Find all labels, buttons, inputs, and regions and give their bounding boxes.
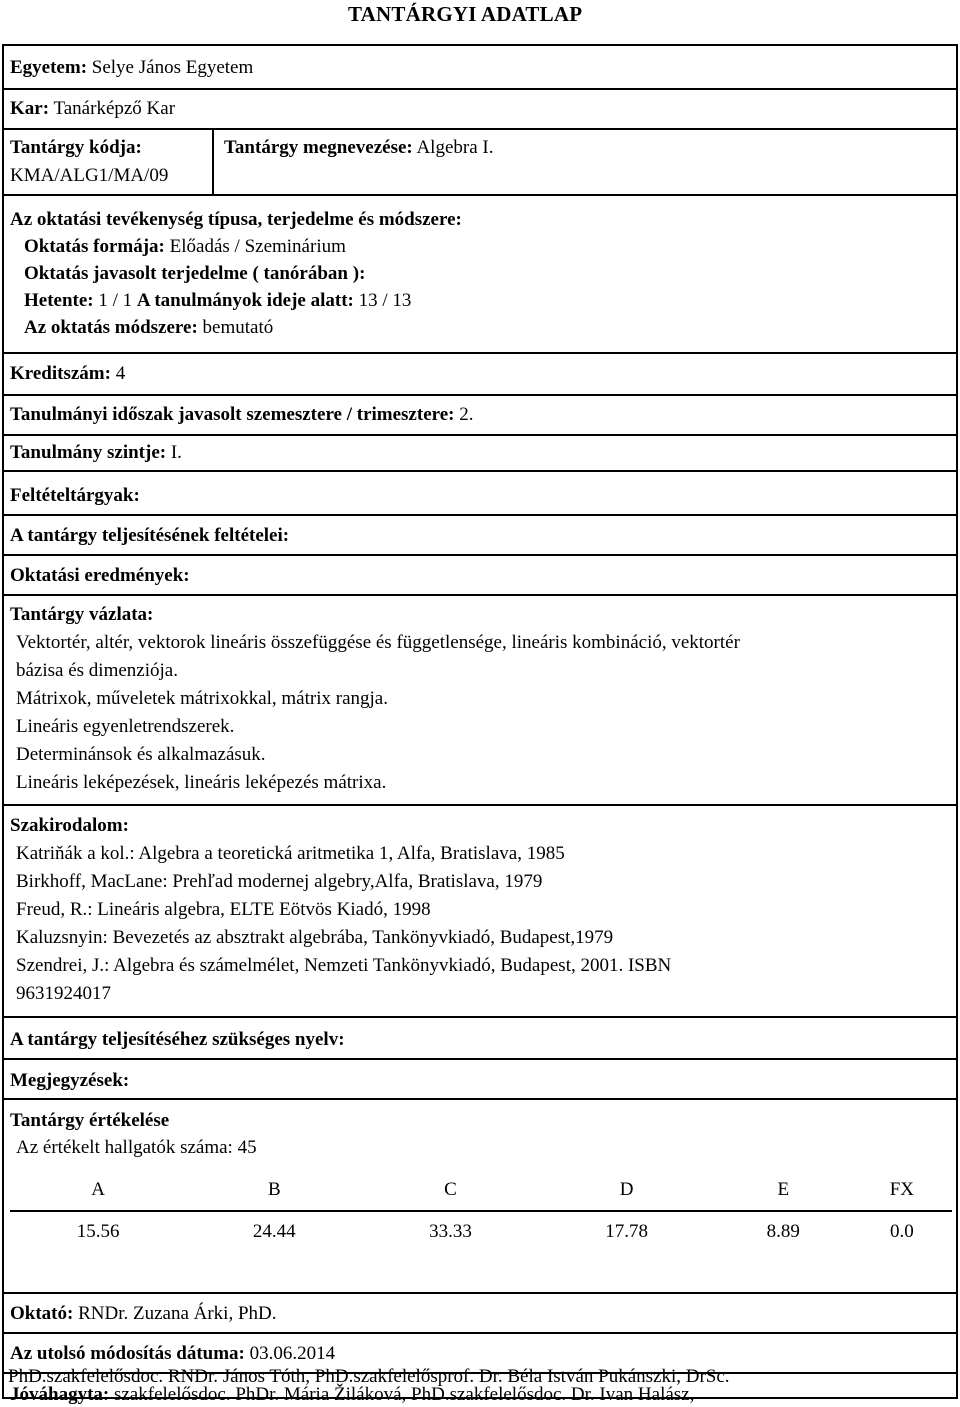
grade-letter: C <box>362 1170 538 1211</box>
notes-label: Megjegyzések: <box>10 1070 130 1091</box>
teaching-heading: Az oktatási tevékenység típusa, terjedelme és módszere: <box>10 209 462 230</box>
weekly-value: 1 / 1 <box>98 290 133 311</box>
language-row <box>4 1016 956 1058</box>
outline-line: Vektortér, altér, vektorok lineáris összefüggése és függetlensége, lineáris kombináció, vektortér <box>16 632 740 653</box>
last-modified-label: Az utolsó módosítás dátuma: <box>10 1343 245 1364</box>
literature-entry: Katriňák a kol.: Algebra a teoretická aritmetika 1, Alfa, Bratislava, 1985 <box>16 843 565 864</box>
semester-row <box>4 394 956 434</box>
faculty-value: Tanárképző Kar <box>53 98 176 119</box>
course-name-label: Tantárgy megnevezése: <box>224 137 413 158</box>
total-value: 13 / 13 <box>358 290 412 311</box>
approved-line-1: szakfelelősdoc. PhDr. Mária Žiláková, PhD.szakfelelősdoc. Dr. Ivan Halász, <box>113 1384 695 1405</box>
outline-label: Tantárgy vázlata: <box>10 604 154 625</box>
outcomes-row <box>4 554 956 594</box>
level-label: Tanulmány szintje: <box>10 442 167 463</box>
literature-entry: Kaluzsnyin: Bevezetés az absztrakt algebrába, Tankönyvkiadó, Budapest,1979 <box>16 927 614 948</box>
teacher-value: RNDr. Zuzana Árki, PhD. <box>78 1303 277 1324</box>
teaching-scope-label: Oktatás javasolt terjedelme ( tanórában ): <box>24 263 366 284</box>
grade-percentage: 15.56 <box>76 1221 120 1242</box>
approved-label: Jóváhagyta: <box>10 1384 110 1405</box>
grade-percentage: 24.44 <box>252 1221 296 1242</box>
grade-percentage: 0.0 <box>890 1221 914 1242</box>
course-id-row <box>4 128 956 194</box>
grade-percentage: 17.78 <box>605 1221 649 1242</box>
total-label: A tanulmányok ideje alatt: <box>136 290 354 311</box>
evaluation-label: Tantárgy értékelése <box>10 1110 170 1131</box>
column-divider <box>212 130 214 194</box>
credits-label: Kreditszám: <box>10 363 111 384</box>
approved-line-2: PhD.szakfelelősdoc. RNDr. János Tóth, PhD.szakfelelősprof. Dr. Béla István Pukánszki, DrSc. <box>8 1366 730 1387</box>
outline-line: bázisa és dimenziója. <box>16 660 178 681</box>
literature-entry: 9631924017 <box>16 983 111 1004</box>
prerequisites-label: Feltételtárgyak: <box>10 485 140 506</box>
teaching-form-value: Előadás / Szeminárium <box>169 236 346 257</box>
literature-label: Szakirodalom: <box>10 815 129 836</box>
last-modified-value: 03.06.2014 <box>249 1343 336 1364</box>
course-code-value: KMA/ALG1/MA/09 <box>10 165 169 186</box>
grade-percentage: 8.89 <box>766 1221 800 1242</box>
faculty-row <box>4 88 956 128</box>
grade-percentage: 33.33 <box>429 1221 472 1242</box>
outcomes-label: Oktatási eredmények: <box>10 565 190 586</box>
weekly-label: Hetente: <box>24 290 94 311</box>
level-row <box>4 434 956 470</box>
course-sheet <box>2 44 958 1405</box>
teaching-section <box>4 194 956 352</box>
method-value: bemutató <box>202 317 274 338</box>
semester-label: Tanulmányi időszak javasolt szemesztere / trimesztere: <box>10 404 455 425</box>
credits-row <box>4 352 956 394</box>
teacher-label: Oktató: <box>10 1303 74 1324</box>
outline-line: Determinánsok és alkalmazásuk. <box>16 744 266 765</box>
outline-line: Lineáris egyenletrendszerek. <box>16 716 235 737</box>
method-label: Az oktatás módszere: <box>24 317 198 338</box>
notes-row <box>4 1058 956 1098</box>
grade-percentage-row <box>10 1211 952 1252</box>
literature-entry: Szendrei, J.: Algebra és számelmélet, Nemzeti Tankönyvkiadó, Budapest, 2001. ISBN <box>16 955 672 976</box>
literature-section <box>4 804 956 1016</box>
level-value: I. <box>170 442 182 463</box>
credits-value: 4 <box>115 363 126 384</box>
grade-letter: A <box>10 1170 186 1211</box>
grade-letter: D <box>539 1170 715 1211</box>
university-value: Selye János Egyetem <box>91 57 254 78</box>
literature-entry: Freud, R.: Lineáris algebra, ELTE Eötvös Kiadó, 1998 <box>16 899 431 920</box>
outline-section <box>4 594 956 804</box>
grade-letter: E <box>715 1170 852 1211</box>
outline-line: Lineáris leképezések, lineáris leképezés mátrixa. <box>16 772 387 793</box>
grade-letter: B <box>186 1170 362 1211</box>
university-row <box>4 46 956 88</box>
outline-line: Mátrixok, műveletek mátrixokkal, mátrix rangja. <box>16 688 388 709</box>
grade-table <box>10 1170 952 1252</box>
conditions-label: A tantárgy teljesítésének feltételei: <box>10 525 290 546</box>
teaching-form-label: Oktatás formája: <box>24 236 165 257</box>
document-title: TANTÁRGYI ADATLAP <box>348 2 583 26</box>
grade-letter: FX <box>852 1170 952 1211</box>
prerequisites-row <box>4 470 956 514</box>
language-label: A tantárgy teljesítéséhez szükséges nyelv: <box>10 1029 345 1050</box>
course-code-label: Tantárgy kódja: <box>10 137 142 158</box>
evaluated-count: Az értékelt hallgatók száma: 45 <box>16 1137 257 1158</box>
university-label: Egyetem: <box>10 57 88 78</box>
faculty-label: Kar: <box>10 98 50 119</box>
grade-header-row <box>10 1170 952 1211</box>
conditions-row <box>4 514 956 554</box>
semester-value: 2. <box>459 404 474 425</box>
course-name-value: Algebra I. <box>416 137 494 158</box>
teacher-row <box>4 1292 956 1332</box>
literature-entry: Birkhoff, MacLane: Prehľad modernej algebry,Alfa, Bratislava, 1979 <box>16 871 543 892</box>
